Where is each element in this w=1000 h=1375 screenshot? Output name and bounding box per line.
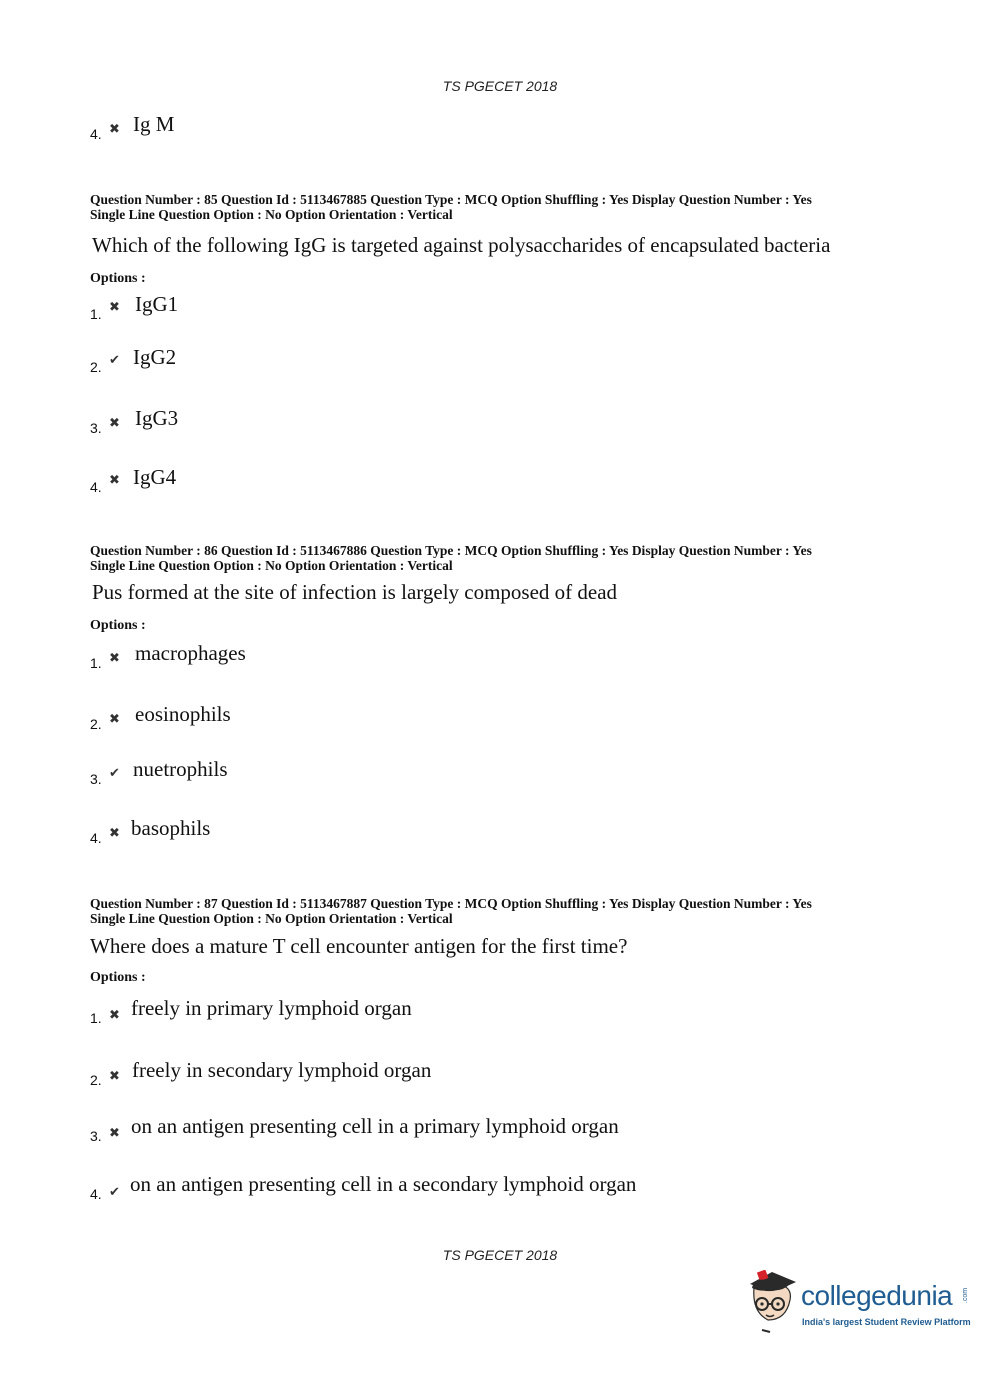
meta-line-2: Single Line Question Option : No Option Orientation : Vertical <box>90 557 453 573</box>
options-label: Options : <box>90 970 146 985</box>
meta-line-1: Question Number : 85 Question Id : 5113467885 Question Type : MCQ Option Shuffling : Yes Display Question Number : Yes <box>90 192 812 207</box>
meta-line-2: Single Line Question Option : No Option Orientation : Vertical <box>90 910 453 926</box>
option-text: IgG2 <box>133 345 177 369</box>
logo-brand-text: collegedunia <box>801 1280 953 1311</box>
cross-icon: ✖ <box>109 826 120 841</box>
logo-tagline: India's largest Student Review Platform <box>802 1317 971 1327</box>
check-icon: ✔ <box>109 1185 120 1200</box>
question-86-meta <box>90 544 960 573</box>
option-text: freely in primary lymphoid organ <box>131 996 412 1020</box>
option-number: 4. <box>90 126 102 142</box>
option-text: IgG4 <box>133 465 177 489</box>
check-icon: ✔ <box>109 766 120 781</box>
option-text: Ig M <box>133 112 175 136</box>
option-number: 3. <box>90 420 102 436</box>
cross-icon: ✖ <box>109 1069 120 1084</box>
question-87-text: Where does a mature T cell encounter antigen for the first time? <box>90 934 628 958</box>
option-number: 1. <box>90 1010 102 1026</box>
option-text: IgG1 <box>135 292 179 316</box>
option-number: 3. <box>90 771 102 787</box>
option-text: IgG3 <box>135 406 179 430</box>
option-text: on an antigen presenting cell in a primary lymphoid organ <box>131 1114 619 1138</box>
option-text: nuetrophils <box>133 757 228 781</box>
options-label: Options : <box>90 271 146 286</box>
cross-icon: ✖ <box>109 1126 120 1141</box>
options-label: Options : <box>90 618 146 633</box>
option-text: basophils <box>131 816 211 840</box>
cross-icon: ✖ <box>109 300 120 315</box>
option-text: eosinophils <box>135 702 231 726</box>
collegedunia-logo <box>744 1270 974 1340</box>
option-number: 2. <box>90 359 102 375</box>
cross-icon: ✖ <box>109 712 120 727</box>
option-number: 1. <box>90 655 102 671</box>
cross-icon: ✖ <box>109 1008 120 1023</box>
question-85-meta <box>90 193 960 222</box>
meta-line-1: Question Number : 86 Question Id : 5113467886 Question Type : MCQ Option Shuffling : Yes Display Question Number : Yes <box>90 543 812 558</box>
question-86-text: Pus formed at the site of infection is largely composed of dead <box>92 580 618 604</box>
option-number: 2. <box>90 1072 102 1088</box>
question-85-text: Which of the following IgG is targeted against polysaccharides of encapsulated bacteria <box>92 233 831 257</box>
cross-icon: ✖ <box>109 651 120 666</box>
option-text: on an antigen presenting cell in a secondary lymphoid organ <box>130 1172 637 1196</box>
option-text: freely in secondary lymphoid organ <box>132 1058 432 1082</box>
option-number: 1. <box>90 306 102 322</box>
meta-line-1: Question Number : 87 Question Id : 5113467887 Question Type : MCQ Option Shuffling : Yes Display Question Number : Yes <box>90 896 812 911</box>
option-number: 4. <box>90 830 102 846</box>
option-number: 4. <box>90 1186 102 1202</box>
question-87-meta <box>90 897 960 926</box>
cross-icon: ✖ <box>109 416 120 431</box>
option-text: macrophages <box>135 641 246 665</box>
page-footer: TS PGECET 2018 <box>442 1247 558 1263</box>
option-number: 2. <box>90 716 102 732</box>
page-header: TS PGECET 2018 <box>442 78 558 94</box>
check-icon: ✔ <box>109 353 120 368</box>
cross-icon: ✖ <box>109 473 120 488</box>
mascot-icon <box>744 1270 800 1336</box>
cross-icon: ✖ <box>109 122 120 137</box>
meta-line-2: Single Line Question Option : No Option Orientation : Vertical <box>90 206 453 222</box>
option-number: 3. <box>90 1128 102 1144</box>
logo-suffix: .com <box>962 1287 970 1304</box>
option-number: 4. <box>90 479 102 495</box>
